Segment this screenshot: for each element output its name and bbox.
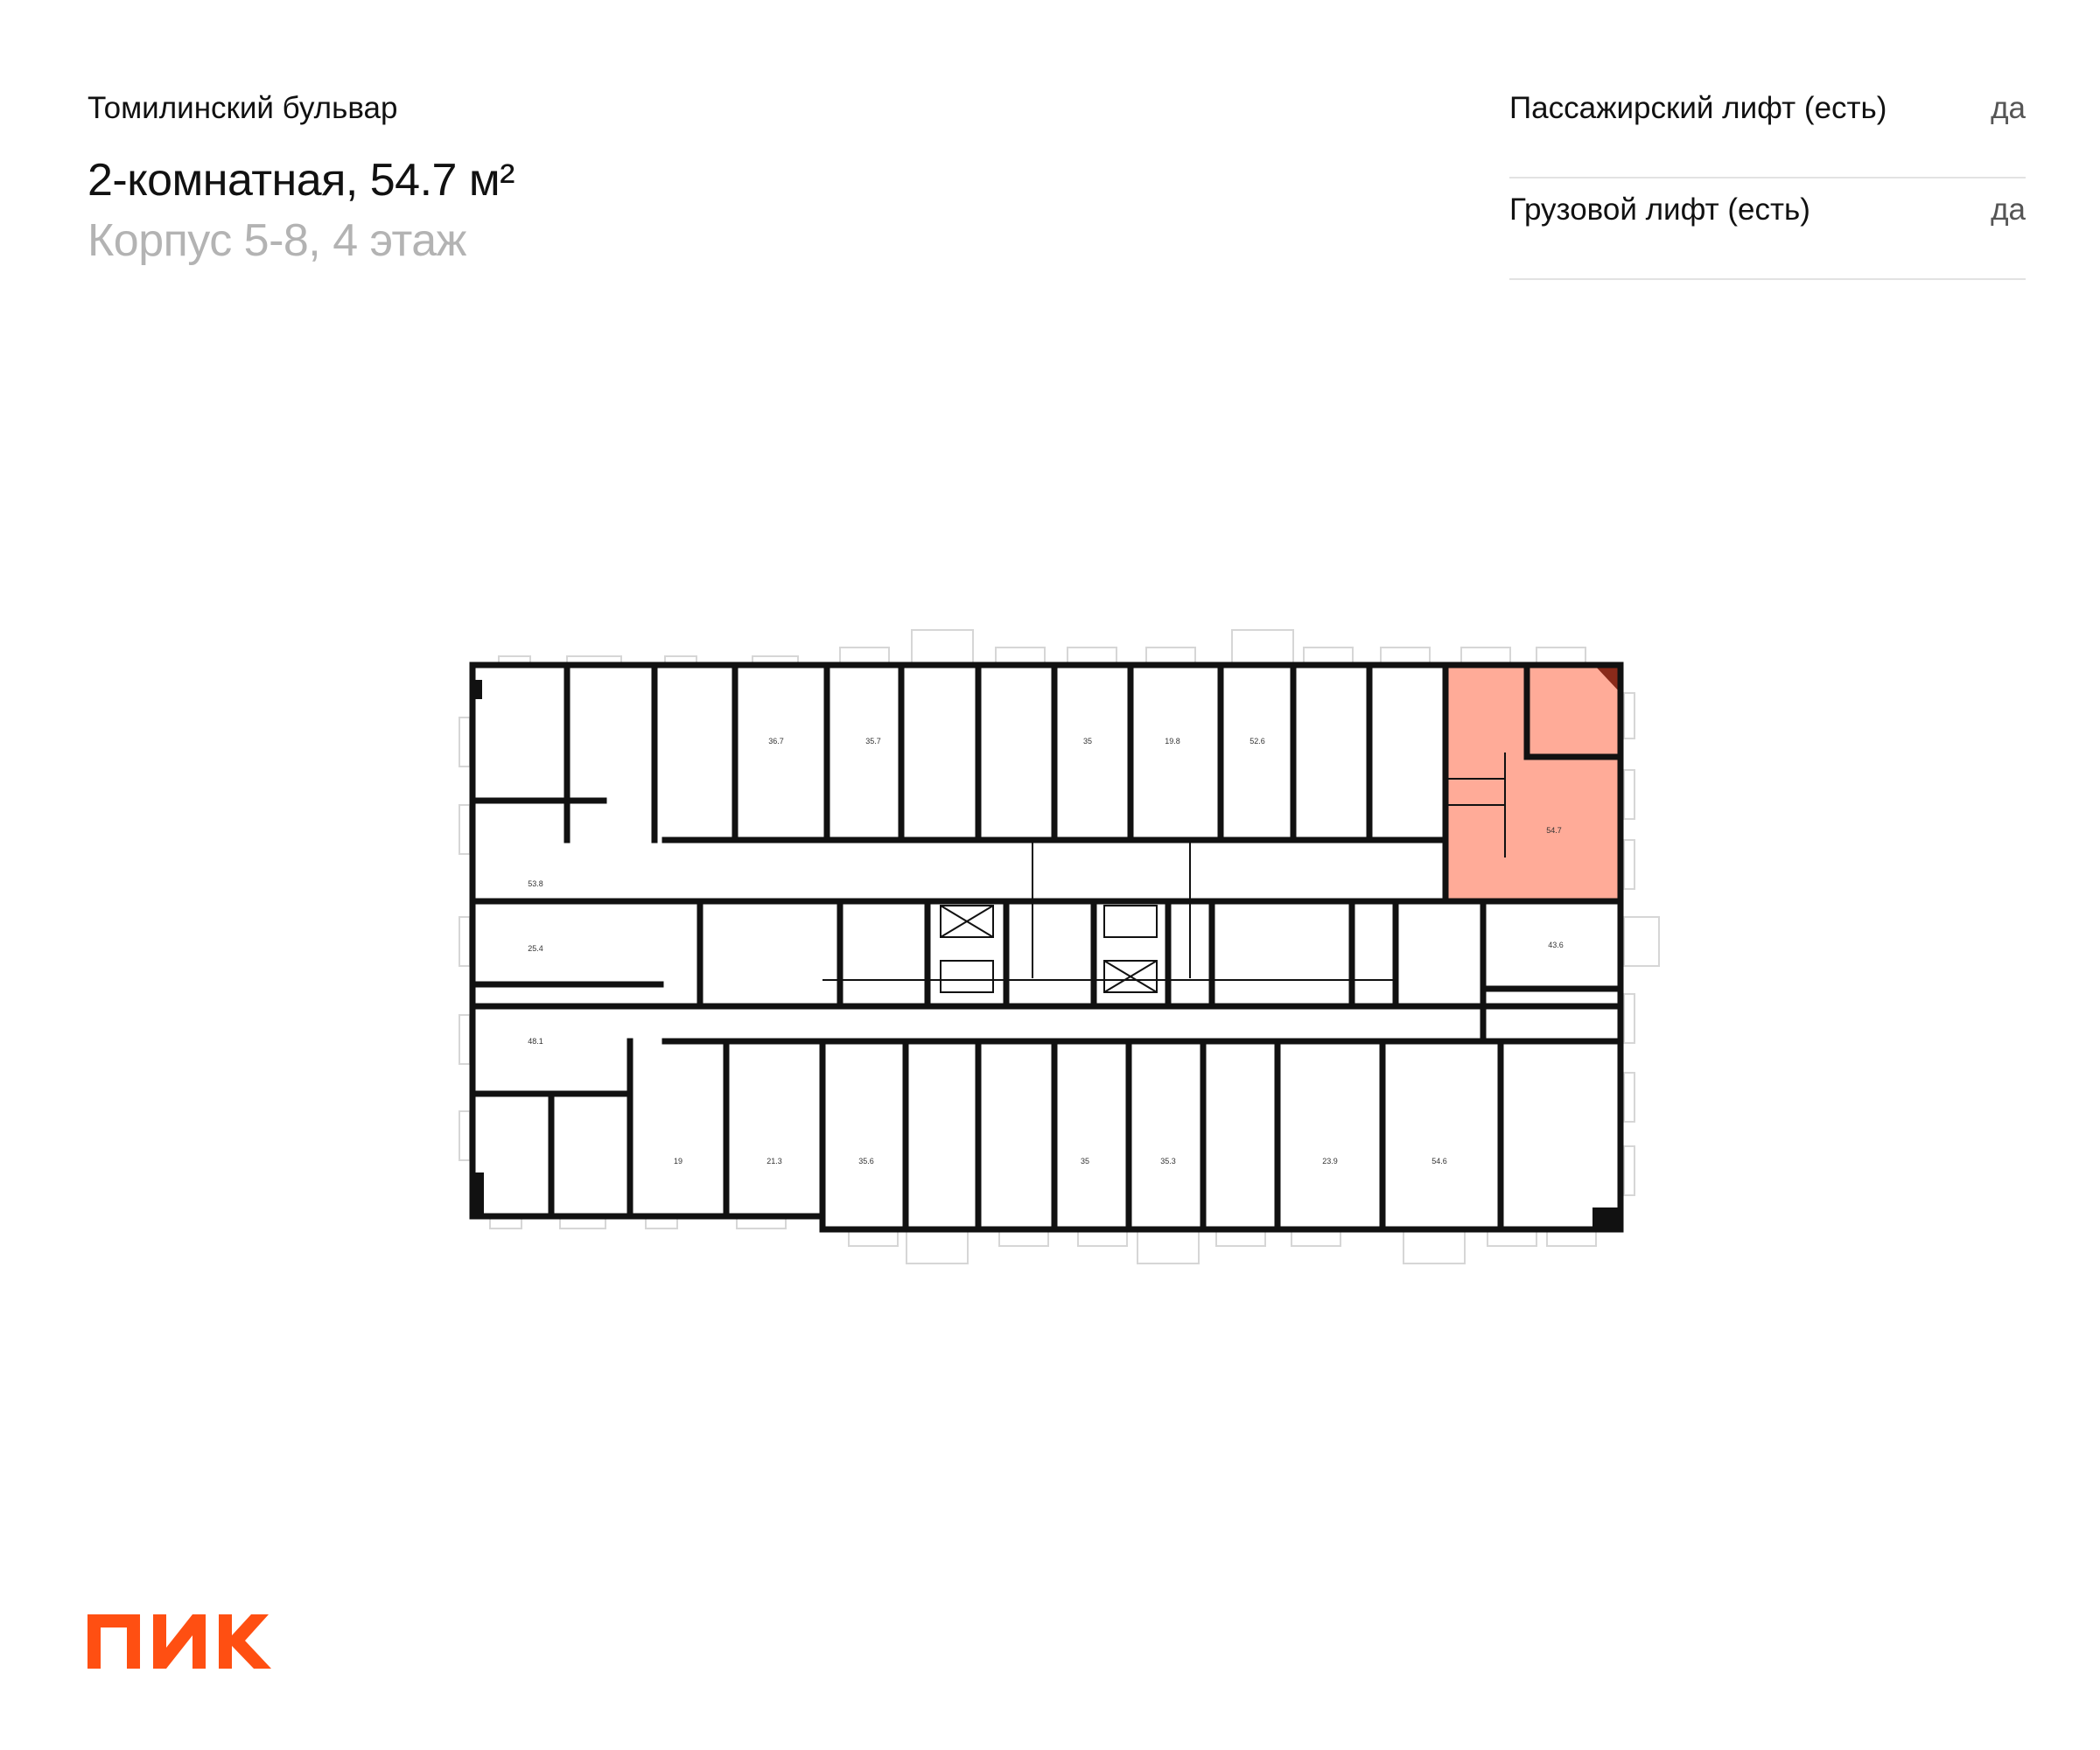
area-label: 43.6 <box>1548 941 1564 949</box>
area-label: 35.3 <box>1160 1157 1176 1166</box>
area-label: 48.1 <box>528 1037 543 1046</box>
feature-value: да <box>1991 91 2026 125</box>
area-label: 23.9 <box>1322 1157 1338 1166</box>
area-label: 35 <box>1080 1157 1090 1166</box>
walls[interactable] <box>472 665 1620 1229</box>
area-label: 36.7 <box>768 737 784 746</box>
area-label: 35 <box>1082 737 1093 746</box>
project-name: Томилинский бульвар <box>88 91 398 125</box>
area-label: 53.8 <box>528 879 543 888</box>
area-label: 35.7 <box>865 737 881 746</box>
area-label: 19 <box>673 1157 683 1166</box>
feature-label: Пассажирский лифт (есть) <box>1509 91 1887 125</box>
flat-subtitle: Корпус 5-8, 4 этаж <box>88 215 466 266</box>
area-label: 54.7 <box>1546 826 1562 835</box>
area-label: 52.6 <box>1250 737 1265 746</box>
pik-logo <box>88 1614 271 1669</box>
feature-label: Грузовой лифт (есть) <box>1509 192 1810 227</box>
flat-title: 2-комнатная, 54.7 м² <box>88 155 514 206</box>
area-label: 35.6 <box>858 1157 874 1166</box>
area-label: 21.3 <box>766 1157 782 1166</box>
feature-value: да <box>1991 192 2026 227</box>
area-label: 54.6 <box>1432 1157 1447 1166</box>
area-label: 25.4 <box>528 944 543 953</box>
features-list <box>1509 77 2026 280</box>
feature-freight-lift <box>1509 178 2026 280</box>
area-label: 19.8 <box>1165 737 1180 746</box>
feature-passenger-lift <box>1509 77 2026 178</box>
floor-plan <box>455 621 1662 1278</box>
selected-apartment[interactable] <box>1446 665 1620 900</box>
